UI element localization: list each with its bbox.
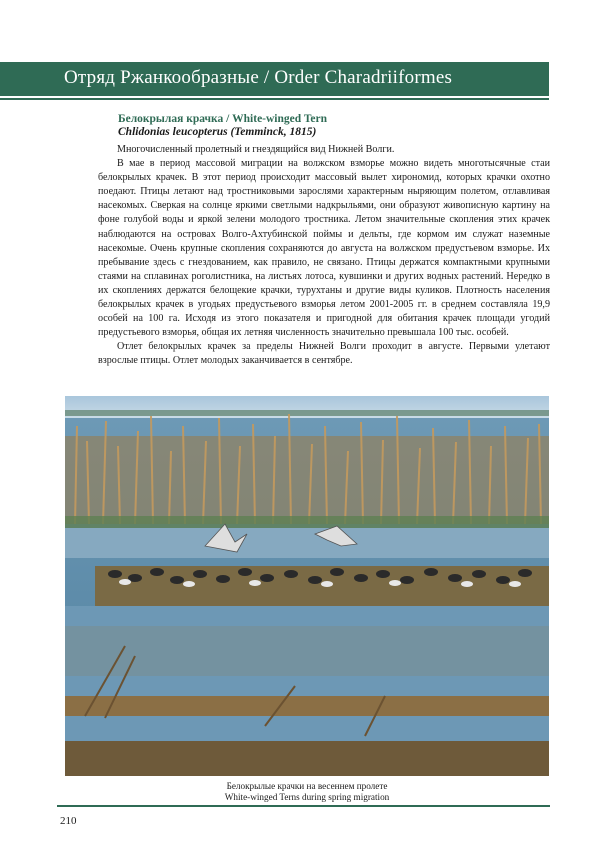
chapter-header-band bbox=[0, 62, 549, 96]
species-latin-name: Chlidonias leucopterus (Temminck, 1815) bbox=[118, 126, 317, 138]
photo-illustration bbox=[65, 396, 549, 776]
paragraph: Отлет белокрылых крачек за пределы Нижней Волги проходит в августе. Первыми улетают взрослые птицы. Отлет молодых заканчивается в сентябре. bbox=[98, 341, 550, 367]
tern-photo bbox=[65, 396, 549, 776]
paragraph: В мае в период массовой миграции на волжском взморье можно видеть многотысячные стаи белокрылых крачек. В этот период происходит массовый вылет хирономид, которых крачки охотно поедают. Птицы летают над тростниковыми зарослями характерным ныряющим полетом, отлавливая насекомых. Сверкая на солнце яркими светлыми надкрыльями, они образуют живописную картину на фоне голубой воды и яркой зелени молодого тростника. Летом значительные скопления этих крачек наблюдаются на островах Волго-Ахтубинской поймы и дельты, где кормом им служат наземные насекомые. Очень крупные скопления сохраняются до августа на волжском предустьевом взморье. Их пребывание здесь с гнездованием, как правило, не связано. Птицы держатся компактными крупными стаями на сплавинах роголистника, на листьях лотоса, кувшинки и других водных растений. Нередко в их скоплениях держатся белощекие крачки, турухтаны и другие виды куликов. Плотность населения белокрылых крачек в угодьях предустьевого взморья летом 2001-2005 гг. в среднем составляла 19,9 особей на 100 га. Исходя из этого показателя и пригодной для обитания крачек площади угодий предустьевого взморья, общая их летняя численность значительно превышала 100 тыс. особей. bbox=[98, 158, 550, 339]
species-name: Белокрылая крачка / White-winged Tern bbox=[118, 113, 328, 125]
footer-rule bbox=[57, 805, 550, 807]
photo-caption bbox=[65, 781, 549, 803]
paragraph: Многочисленный пролетный и гнездящийся вид Нижней Волги. bbox=[117, 144, 395, 155]
caption-ru: Белокрылые крачки на весеннем пролете bbox=[226, 781, 388, 791]
species-heading bbox=[118, 113, 518, 139]
chapter-title: Отряд Ржанкообразные / Order Charadriiformes bbox=[64, 67, 453, 88]
page-number: 210 bbox=[60, 815, 77, 827]
article-body bbox=[98, 143, 550, 369]
header-rule bbox=[0, 98, 549, 100]
caption-en: White-winged Terns during spring migration bbox=[224, 792, 390, 802]
